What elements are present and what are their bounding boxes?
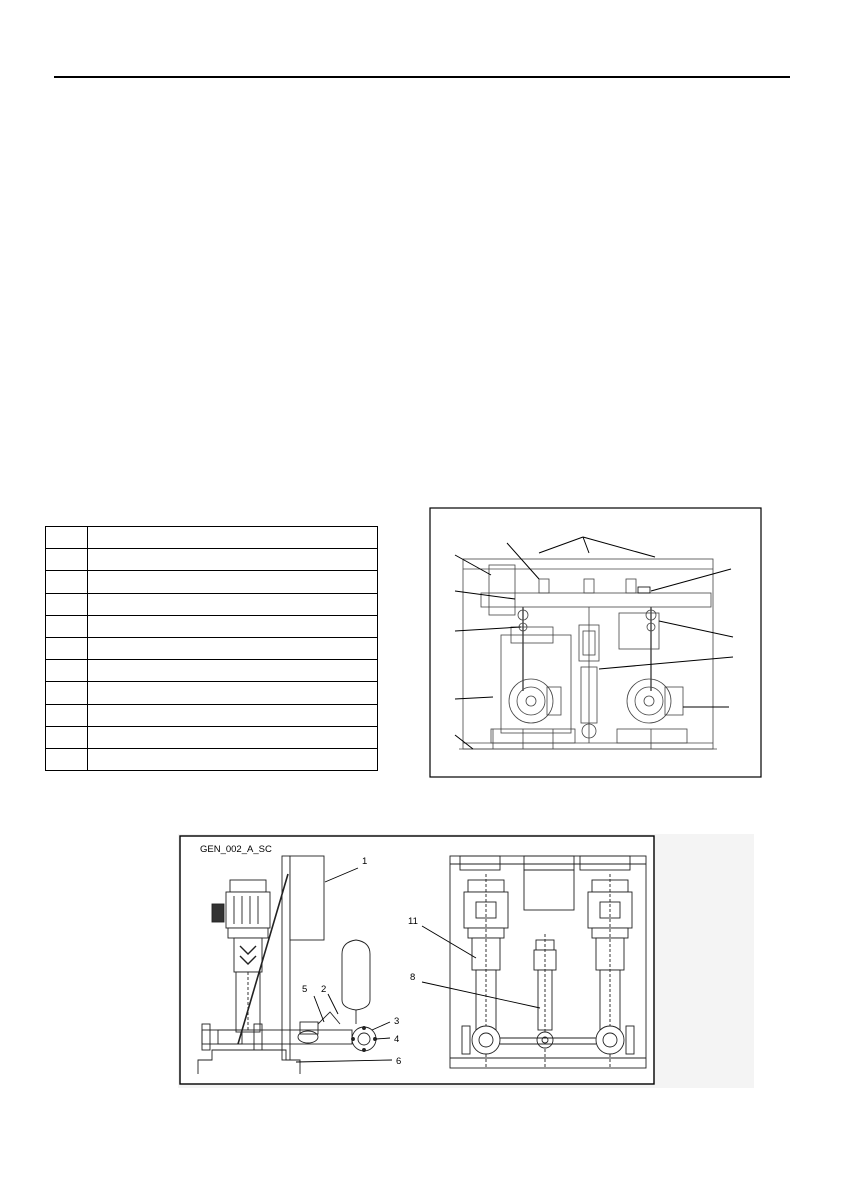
legend-description-cell xyxy=(88,682,378,704)
callout-2: 2 xyxy=(321,984,327,995)
legend-number-cell xyxy=(46,615,88,637)
legend-description-cell xyxy=(88,571,378,593)
legend-number-cell xyxy=(46,748,88,770)
callout-8: 8 xyxy=(410,972,416,983)
callout-4: 4 xyxy=(394,1034,400,1045)
booster-set-front-view-figure xyxy=(429,507,762,778)
callout-1: 1 xyxy=(362,856,368,867)
legend-row xyxy=(46,571,378,593)
legend-row xyxy=(46,704,378,726)
legend-row xyxy=(46,593,378,615)
callout-6: 6 xyxy=(396,1056,402,1067)
legend-description-cell xyxy=(88,593,378,615)
legend-number-cell xyxy=(46,726,88,748)
booster-set-front-view-drawing xyxy=(429,507,762,778)
parts-legend-table xyxy=(45,526,378,771)
legend-row xyxy=(46,660,378,682)
callout-3: 3 xyxy=(394,1016,400,1027)
callout-11: 11 xyxy=(408,916,418,927)
legend-number-cell xyxy=(46,704,88,726)
legend-number-cell xyxy=(46,527,88,549)
legend-row xyxy=(46,682,378,704)
legend-row xyxy=(46,726,378,748)
legend-number-cell xyxy=(46,593,88,615)
legend-row xyxy=(46,637,378,659)
legend-row xyxy=(46,549,378,571)
legend-number-cell xyxy=(46,549,88,571)
booster-set-side-and-front-view-figure xyxy=(178,834,754,1088)
legend-description-cell xyxy=(88,615,378,637)
legend-number-cell xyxy=(46,660,88,682)
legend-row xyxy=(46,748,378,770)
legend-description-cell xyxy=(88,660,378,682)
legend-number-cell xyxy=(46,682,88,704)
legend-description-cell xyxy=(88,637,378,659)
legend-description-cell xyxy=(88,704,378,726)
legend-description-cell xyxy=(88,748,378,770)
legend-row xyxy=(46,615,378,637)
legend-row xyxy=(46,527,378,549)
legend-description-cell xyxy=(88,726,378,748)
drawing-code-label: GEN_002_A_SC xyxy=(200,844,272,855)
legend-description-cell xyxy=(88,527,378,549)
legend-number-cell xyxy=(46,637,88,659)
callout-5: 5 xyxy=(302,984,308,995)
legend-number-cell xyxy=(46,571,88,593)
booster-set-side-front-drawing xyxy=(178,834,754,1088)
header-rule xyxy=(54,76,790,78)
legend-description-cell xyxy=(88,549,378,571)
